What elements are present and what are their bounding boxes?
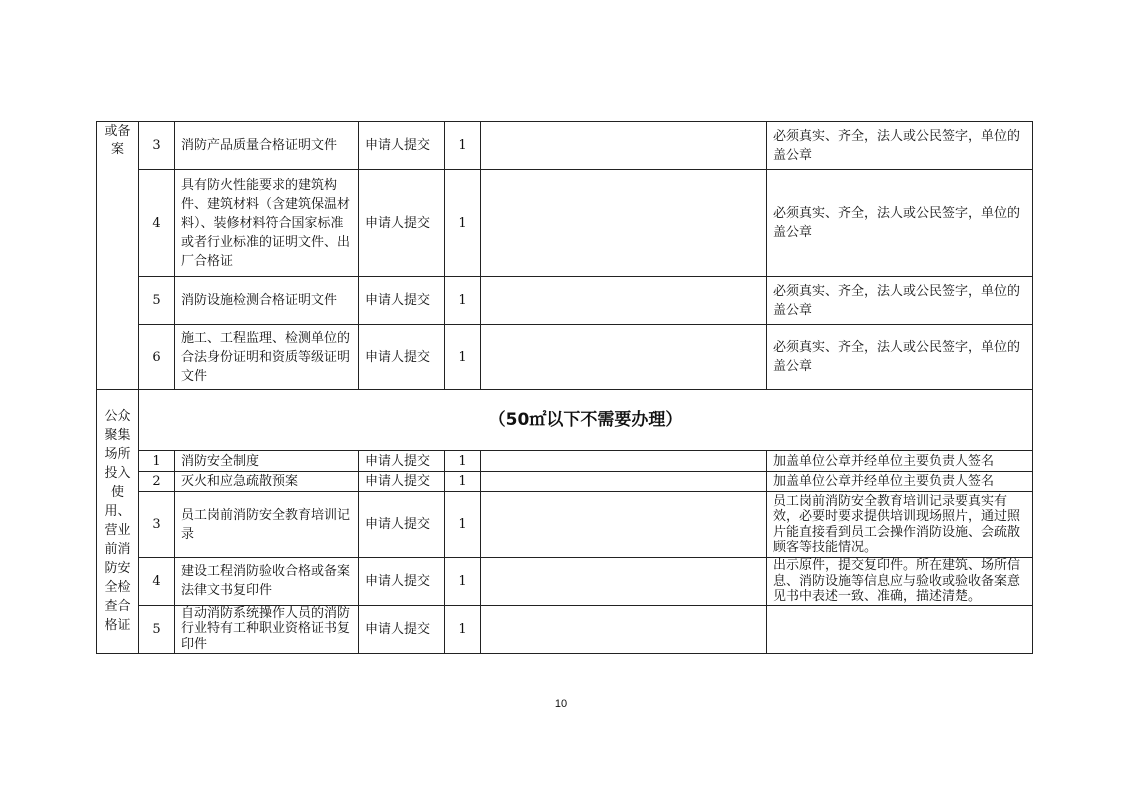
requirement-note: 必须真实、齐全，法人或公民签字，单位的盖公章: [767, 325, 1033, 390]
copies-count: 1: [445, 558, 481, 606]
blank-cell: [481, 451, 767, 472]
row-number: 4: [139, 558, 175, 606]
table-row: [97, 451, 1033, 472]
table-row: [97, 170, 1033, 277]
category-cell-public-venue: 公众聚集场所投入使用、营业前消防安全检查合格证: [97, 390, 139, 654]
copies-count: 1: [445, 451, 481, 472]
requirement-note: 加盖单位公章并经单位主要负责人签名: [767, 451, 1033, 472]
copies-count: 1: [445, 170, 481, 277]
material-name: 建设工程消防验收合格或备案法律文书复印件: [175, 558, 359, 606]
row-number: 5: [139, 277, 175, 325]
submit-method: 申请人提交: [359, 558, 445, 606]
row-number: 3: [139, 122, 175, 170]
row-number: 1: [139, 451, 175, 472]
submit-method: 申请人提交: [359, 492, 445, 558]
blank-cell: [481, 325, 767, 390]
material-name: 员工岗前消防安全教育培训记录: [175, 492, 359, 558]
copies-count: 1: [445, 492, 481, 558]
blank-cell: [481, 170, 767, 277]
copies-count: 1: [445, 277, 481, 325]
row-number: 6: [139, 325, 175, 390]
copies-count: 1: [445, 122, 481, 170]
table-row: [97, 492, 1033, 558]
table-row: [97, 472, 1033, 492]
blank-cell: [481, 277, 767, 325]
material-name: 具有防火性能要求的建筑构件、建筑材料（含建筑保温材料）、装修材料符合国家标准或者行业标准的证明文件、出厂合格证: [175, 170, 359, 277]
submit-method: 申请人提交: [359, 451, 445, 472]
requirement-note: 员工岗前消防安全教育培训记录要真实有效，必要时要求提供培训现场照片，通过照片能直接看到员工会操作消防设施、会疏散顾客等技能情况。: [767, 492, 1033, 558]
requirement-note: 必须真实、齐全，法人或公民签字，单位的盖公章: [767, 170, 1033, 277]
requirement-note: 加盖单位公章并经单位主要负责人签名: [767, 472, 1033, 492]
table-row: [97, 558, 1033, 606]
row-number: 3: [139, 492, 175, 558]
material-name: 灭火和应急疏散预案: [175, 472, 359, 492]
copies-count: 1: [445, 325, 481, 390]
blank-cell: [481, 492, 767, 558]
table-row: [97, 325, 1033, 390]
category-cell-filing: 或备案: [97, 122, 139, 390]
table-row: [97, 605, 1033, 653]
material-name: 消防设施检测合格证明文件: [175, 277, 359, 325]
row-number: 2: [139, 472, 175, 492]
blank-cell: [481, 122, 767, 170]
copies-count: 1: [445, 472, 481, 492]
material-name: 施工、工程监理、检测单位的合法身份证明和资质等级证明文件: [175, 325, 359, 390]
requirement-note: 必须真实、齐全，法人或公民签字，单位的盖公章: [767, 122, 1033, 170]
page-number: 10: [554, 698, 568, 710]
area-note-banner: （50㎡以下不需要办理）: [139, 390, 1033, 451]
blank-cell: [481, 558, 767, 606]
submit-method: 申请人提交: [359, 605, 445, 653]
blank-cell: [481, 605, 767, 653]
material-name: 自动消防系统操作人员的消防行业特有工种职业资格证书复印件: [175, 605, 359, 653]
submit-method: 申请人提交: [359, 325, 445, 390]
submit-method: 申请人提交: [359, 122, 445, 170]
row-number: 5: [139, 605, 175, 653]
requirement-note: 必须真实、齐全，法人或公民签字，单位的盖公章: [767, 277, 1033, 325]
material-name: 消防产品质量合格证明文件: [175, 122, 359, 170]
blank-cell: [481, 472, 767, 492]
submit-method: 申请人提交: [359, 170, 445, 277]
material-name: 消防安全制度: [175, 451, 359, 472]
table-row: [97, 122, 1033, 170]
table-row: [97, 390, 1033, 451]
row-number: 4: [139, 170, 175, 277]
requirements-table: [96, 121, 1033, 654]
requirement-note: 出示原件，提交复印件。所在建筑、场所信息、消防设施等信息应与验收或验收备案意见书中表述一致、准确，描述清楚。: [767, 558, 1033, 606]
table-row: [97, 277, 1033, 325]
submit-method: 申请人提交: [359, 472, 445, 492]
copies-count: 1: [445, 605, 481, 653]
submit-method: 申请人提交: [359, 277, 445, 325]
requirement-note: [767, 605, 1033, 653]
